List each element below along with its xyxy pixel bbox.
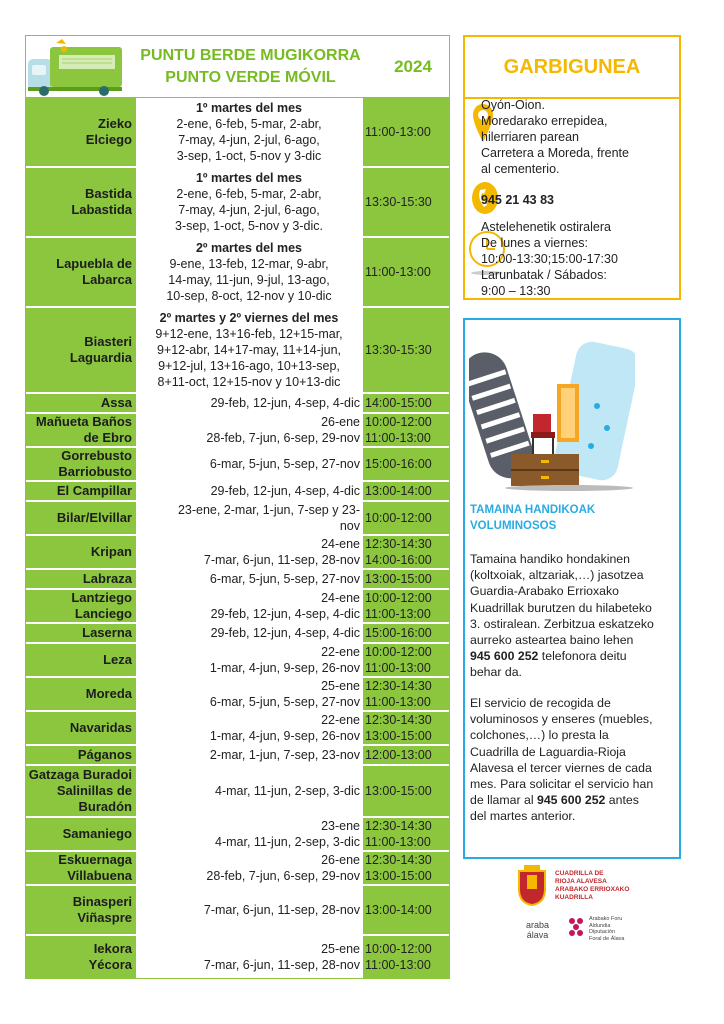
table-row <box>26 168 449 238</box>
collection-times: 12:30-14:30 13:00-15:00 <box>363 712 449 744</box>
place-name: Binasperi Viñaspre <box>26 886 136 934</box>
table-row <box>26 590 449 624</box>
title-spanish: PUNTO VERDE MÓVIL <box>165 68 336 86</box>
collection-times: 13:00-15:00 <box>363 570 449 588</box>
place-name: Gorrebusto Barriobusto <box>26 448 136 480</box>
collection-dates: 1º martes del mes 2-ene, 6-feb, 5-mar, 2-abr, 7-may, 4-jun, 2-jul, 6-ago, 3-sep, 1-oct, 5-nov y 3-dic <box>136 98 363 166</box>
collection-dates: 1º martes del mes 2-ene, 6-feb, 5-mar, 2-abr, 7-may, 4-jun, 2-jul, 6-ago, 3-sep, 1-oct, 5-nov y 3-dic. <box>136 168 363 236</box>
furniture-illustration-icon <box>469 336 635 492</box>
dates-heading: 1º martes del mes <box>195 171 302 185</box>
table-row <box>26 624 449 644</box>
araba-logo: araba álava <box>526 920 550 940</box>
truck-icon <box>26 37 124 97</box>
collection-times: 13:00-14:00 <box>363 886 449 934</box>
diputacion-emblem-icon <box>566 916 586 938</box>
collection-dates: 23-ene 4-mar, 11-jun, 2-sep, 3-dic <box>136 818 363 850</box>
table-row <box>26 936 449 978</box>
table-row <box>26 98 449 168</box>
place-name: Bilar/Elvillar <box>26 502 136 534</box>
place-name: Zieko Elciego <box>26 98 136 166</box>
table-row <box>26 414 449 448</box>
table-row <box>26 818 449 852</box>
collection-times: 12:30-14:30 11:00-13:00 <box>363 678 449 710</box>
place-name: Samaniego <box>26 818 136 850</box>
place-name: Mañueta Baños de Ebro <box>26 414 136 446</box>
collection-dates: 23-ene, 2-mar, 1-jun, 7-sep y 23- nov <box>136 502 363 534</box>
table-row <box>26 536 449 570</box>
place-name: Laserna <box>26 624 136 642</box>
collection-times: 13:30-15:30 <box>363 308 449 392</box>
collection-times: 10:00-12:00 11:00-13:00 <box>363 590 449 622</box>
collection-dates: 24-ene 29-feb, 12-jun, 4-sep, 4-dic <box>136 590 363 622</box>
collection-dates: 6-mar, 5-jun, 5-sep, 27-nov <box>136 448 363 480</box>
collection-dates: 26-ene 28-feb, 7-jun, 6-sep, 29-nov <box>136 852 363 884</box>
place-name: Navaridas <box>26 712 136 744</box>
collection-dates: 24-ene 7-mar, 6-jun, 11-sep, 28-nov <box>136 536 363 568</box>
collection-dates: 29-feb, 12-jun, 4-sep, 4-dic <box>136 624 363 642</box>
coat-of-arms-icon <box>515 865 549 907</box>
collection-dates: 2º martes y 2º viernes del mes 9+12-ene, 13+16-feb, 12+15-mar, 9+12-abr, 14+17-may, 11+14-jun, 9+12-jul, 13+16-ago, 10+13-sep, 8+11-oct, 12+15-nov y 10+13-dic <box>136 308 363 392</box>
place-name: Labraza <box>26 570 136 588</box>
table-row <box>26 570 449 590</box>
table-row <box>26 394 449 414</box>
place-name: Gatzaga Buradoi Salinillas de Buradón <box>26 766 136 816</box>
collection-times: 13:30-15:30 <box>363 168 449 236</box>
table-row <box>26 238 449 308</box>
dates-heading: 2º martes y 2º viernes del mes <box>159 311 339 325</box>
table-row <box>26 448 449 482</box>
collection-times: 12:30-14:30 13:00-15:00 <box>363 852 449 884</box>
place-name: Moreda <box>26 678 136 710</box>
collection-dates: 7-mar, 6-jun, 11-sep, 28-nov <box>136 886 363 934</box>
table-row <box>26 712 449 746</box>
garbigunea-phone: 945 21 43 83 <box>481 193 554 207</box>
table-row <box>26 502 449 536</box>
place-name: El Campillar <box>26 482 136 500</box>
basque-phone: 945 600 252 <box>470 649 539 664</box>
collection-times: 12:30-14:30 11:00-13:00 <box>363 818 449 850</box>
table-row <box>26 886 449 936</box>
garbigunea-hours: Astelehenetik ostiralera De lunes a viernes: 10:00-13:30;15:00-17:30 Larunbatak / Sábados: 9:00 – 13:30 <box>481 220 618 298</box>
collection-times: 10:00-12:00 <box>363 502 449 534</box>
collection-times: 10:00-12:00 11:00-13:00 <box>363 644 449 676</box>
header-title <box>124 45 377 89</box>
table-row <box>26 482 449 502</box>
place-name: Eskuernaga Villabuena <box>26 852 136 884</box>
garbigunea-address: Oyón-Oion. Moredarako errepidea, hilerriaren parean Carretera a Moreda, frente al cementerio. <box>481 98 629 176</box>
header-year: 2024 <box>394 56 432 76</box>
table-row <box>26 308 449 394</box>
collection-dates: 2-mar, 1-jun, 7-sep, 23-nov <box>136 746 363 764</box>
voluminosos-title: TAMAINA HANDIKOAK VOLUMINOSOS <box>470 504 596 532</box>
collection-times: 12:30-14:30 14:00-16:00 <box>363 536 449 568</box>
table-row <box>26 852 449 886</box>
collection-dates: 25-ene 6-mar, 5-jun, 5-sep, 27-nov <box>136 678 363 710</box>
garbigunea-title: GARBIGUNEA <box>465 37 679 99</box>
table-row <box>26 766 449 818</box>
collection-dates: 4-mar, 11-jun, 2-sep, 3-dic <box>136 766 363 816</box>
table-row <box>26 678 449 712</box>
voluminosos-spanish-text: El servicio de recogida de voluminosos y enseres (muebles, colchones,…) lo presta la Cuadrilla de Laguardia-Rioja Alavesa el tercer viernes de cada mes. Para solicitar el servicio han de llamar al 945 600 252 antes del martes anterior. <box>470 696 654 824</box>
dates-heading: 1º martes del mes <box>195 101 302 115</box>
table-row <box>26 644 449 678</box>
place-name: Assa <box>26 394 136 412</box>
place-name: Páganos <box>26 746 136 764</box>
place-name: Iekora Yécora <box>26 936 136 978</box>
table-header <box>26 36 449 98</box>
voluminosos-box <box>463 318 681 859</box>
collection-times: 14:00-15:00 <box>363 394 449 412</box>
collection-dates: 22-ene 1-mar, 4-jun, 9-sep, 26-nov <box>136 644 363 676</box>
collection-dates: 2º martes del mes 9-ene, 13-feb, 12-mar, 9-abr, 14-may, 11-jun, 9-jul, 13-ago, 10-sep, 8-oct, 12-nov y 10-dic <box>136 238 363 306</box>
place-name: Leza <box>26 644 136 676</box>
schedule-rows <box>26 98 449 978</box>
collection-times: 10:00-12:00 11:00-13:00 <box>363 414 449 446</box>
place-name: Kripan <box>26 536 136 568</box>
collection-times: 15:00-16:00 <box>363 448 449 480</box>
collection-times: 13:00-14:00 <box>363 482 449 500</box>
collection-times: 11:00-13:00 <box>363 98 449 166</box>
collection-times: 11:00-13:00 <box>363 238 449 306</box>
collection-dates: 25-ene 7-mar, 6-jun, 11-sep, 28-nov <box>136 936 363 978</box>
collection-times: 10:00-12:00 11:00-13:00 <box>363 936 449 978</box>
dates-heading: 2º martes del mes <box>195 241 302 255</box>
collection-dates: 6-mar, 5-jun, 5-sep, 27-nov <box>136 570 363 588</box>
spanish-phone: 945 600 252 <box>536 793 606 808</box>
collection-times: 13:00-15:00 <box>363 766 449 816</box>
table-row <box>26 746 449 766</box>
collection-times: 15:00-16:00 <box>363 624 449 642</box>
collection-dates: 29-feb, 12-jun, 4-sep, 4-dic <box>136 482 363 500</box>
place-name: Biasteri Laguardia <box>26 308 136 392</box>
collection-times: 12:00-13:00 <box>363 746 449 764</box>
collection-dates: 29-feb, 12-jun, 4-sep, 4-dic <box>136 394 363 412</box>
place-name: Lantziego Lanciego <box>26 590 136 622</box>
diputacion-logo: Arabako Foru Aldundia Diputación Foral de Álava <box>566 916 624 942</box>
voluminosos-basque-text: Tamaina handiko hondakinen (koltxoiak, altzariak,…) jasotzea Guardia-Arabako Errioxako Kuadrillak burutzen du hilabeteko 3. ostiralean. Zerbitzua eskatzeko aurreko asteartea baino lehen 945 600 252 telefonora deitu behar da. <box>470 552 654 680</box>
place-name: Lapuebla de Labarca <box>26 238 136 306</box>
garbigunea-box <box>463 35 681 300</box>
title-basque: PUNTU BERDE MUGIKORRA <box>140 46 361 64</box>
cuadrilla-logo: CUADRILLA DE RIOJA ALAVESA ARABAKO ERRIOXAKO KUADRILLA <box>515 865 629 907</box>
schedule-table <box>25 35 450 979</box>
place-name: Bastida Labastida <box>26 168 136 236</box>
collection-dates: 26-ene 28-feb, 7-jun, 6-sep, 29-nov <box>136 414 363 446</box>
collection-dates: 22-ene 1-mar, 4-jun, 9-sep, 26-nov <box>136 712 363 744</box>
